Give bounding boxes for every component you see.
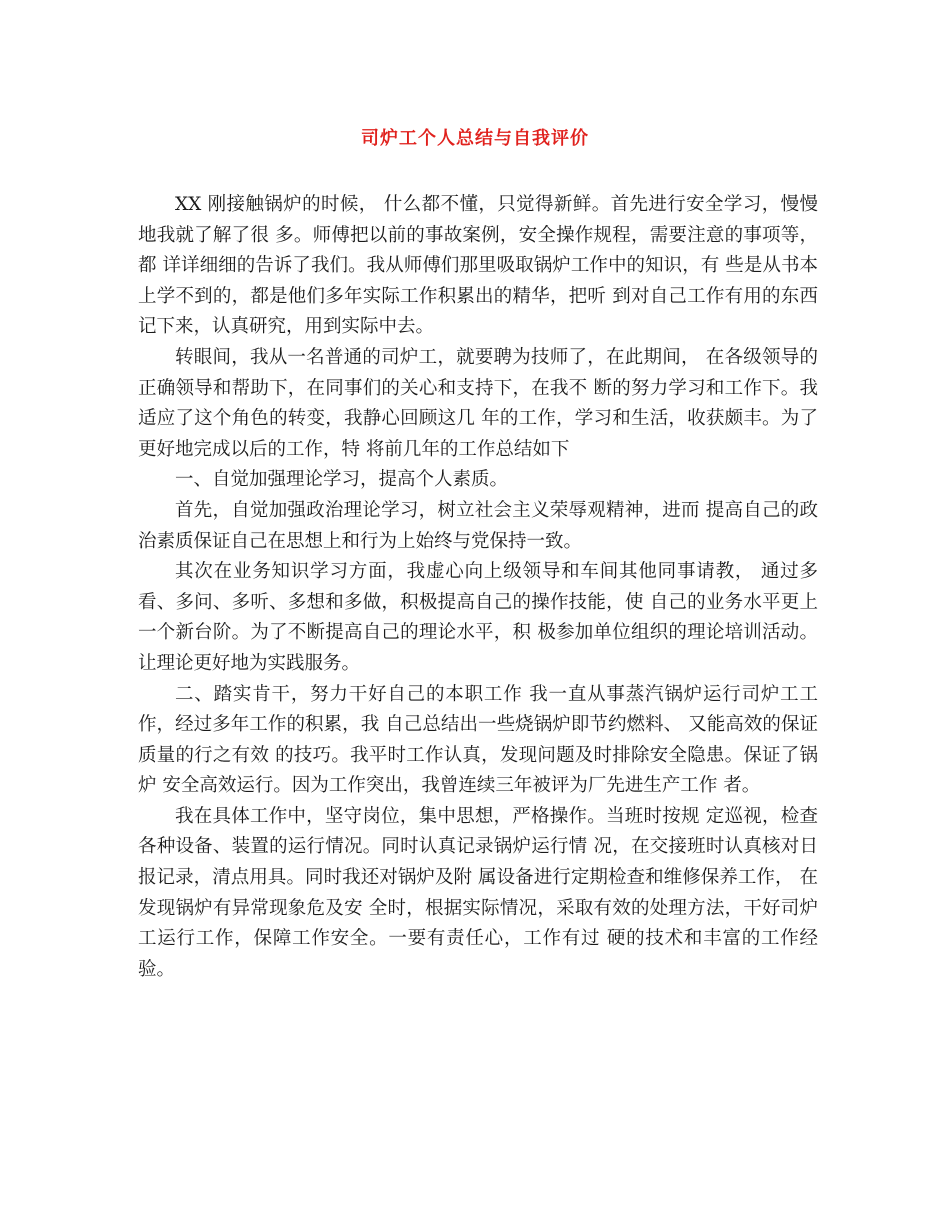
paragraph-business-study: 其次在业务知识学习方面，我虚心向上级领导和车间其他同事请教， 通过多看、多问、多听、多想和多做，积极提高自己的操作技能，使 自己的业务水平更上一个新台阶。为了不断提高自己的理论水平，积 极参加单位组织的理论培训活动。让理论更好地为实践服务。 — [138, 561, 818, 674]
section-heading-theory: 一、自觉加强理论学习，提高个人素质。 — [175, 469, 509, 491]
paragraph-political-study: 首先，自觉加强政治理论学习，树立社会主义荣辱观精神，进而 提高自己的政治素质保证自己在思想上和行为上始终与党保持一致。 — [138, 499, 818, 552]
paragraph-transition: 转眼间，我从一名普通的司炉工，就要聘为技师了，在此期间， 在各级领导的正确领导和帮助下，在同事们的关心和支持下，在我不 断的努力学习和工作下。我适应了这个角色的转变，我静心回顾这几 年的工作，学习和生活，收获颇丰。为了更好地完成以后的工作，特 将前几年的工作总结如下 — [138, 346, 818, 460]
document-title: 司炉工个人总结与自我评价 — [361, 128, 589, 149]
paragraph-intro: XX 刚接触锅炉的时候， 什么都不懂，只觉得新鲜。首先进行安全学习，慢慢地我就了解了很 多。师傅把以前的事故案例，安全操作规程，需要注意的事项等，都 详详细细的告诉了我们。我从师傅们那里吸取锅炉工作中的知识，有 些是从书本上学不到的，都是他们多年实际工作积累出的精华，把听 到对自己工作有用的东西记下来，认真研究，用到实际中去。 — [138, 194, 818, 338]
paragraph-daily-work: 我在具体工作中，坚守岗位，集中思想，严格操作。当班时按规 定巡视，检查各种设备、装置的运行情况。同时认真记录锅炉运行情 况，在交接班时认真核对日报记录，清点用具。同时我还对锅炉及附 属设备进行定期检查和维修保养工作， 在发现锅炉有异常现象危及安 全时，根据实际情况，采取有效的处理方法，干好司炉工运行工作，保障工作安全。一要有责任心，工作有过 硬的技术和丰富的工作经验。 — [138, 805, 818, 980]
paragraph-work-duty: 二、踏实肯干，努力干好自己的本职工作 我一直从事蒸汽锅炉运行司炉工工作，经过多年工作的积累，我 自己总结出一些烧锅炉即节约燃料、 又能高效的保证质量的行之有效 的技巧。我平时工作认真，发现问题及时排除安全隐患。保证了锅炉 安全高效运行。因为工作突出，我曾连续三年被评为厂先进生产工作 者。 — [138, 683, 818, 797]
document-body — [138, 190, 818, 985]
